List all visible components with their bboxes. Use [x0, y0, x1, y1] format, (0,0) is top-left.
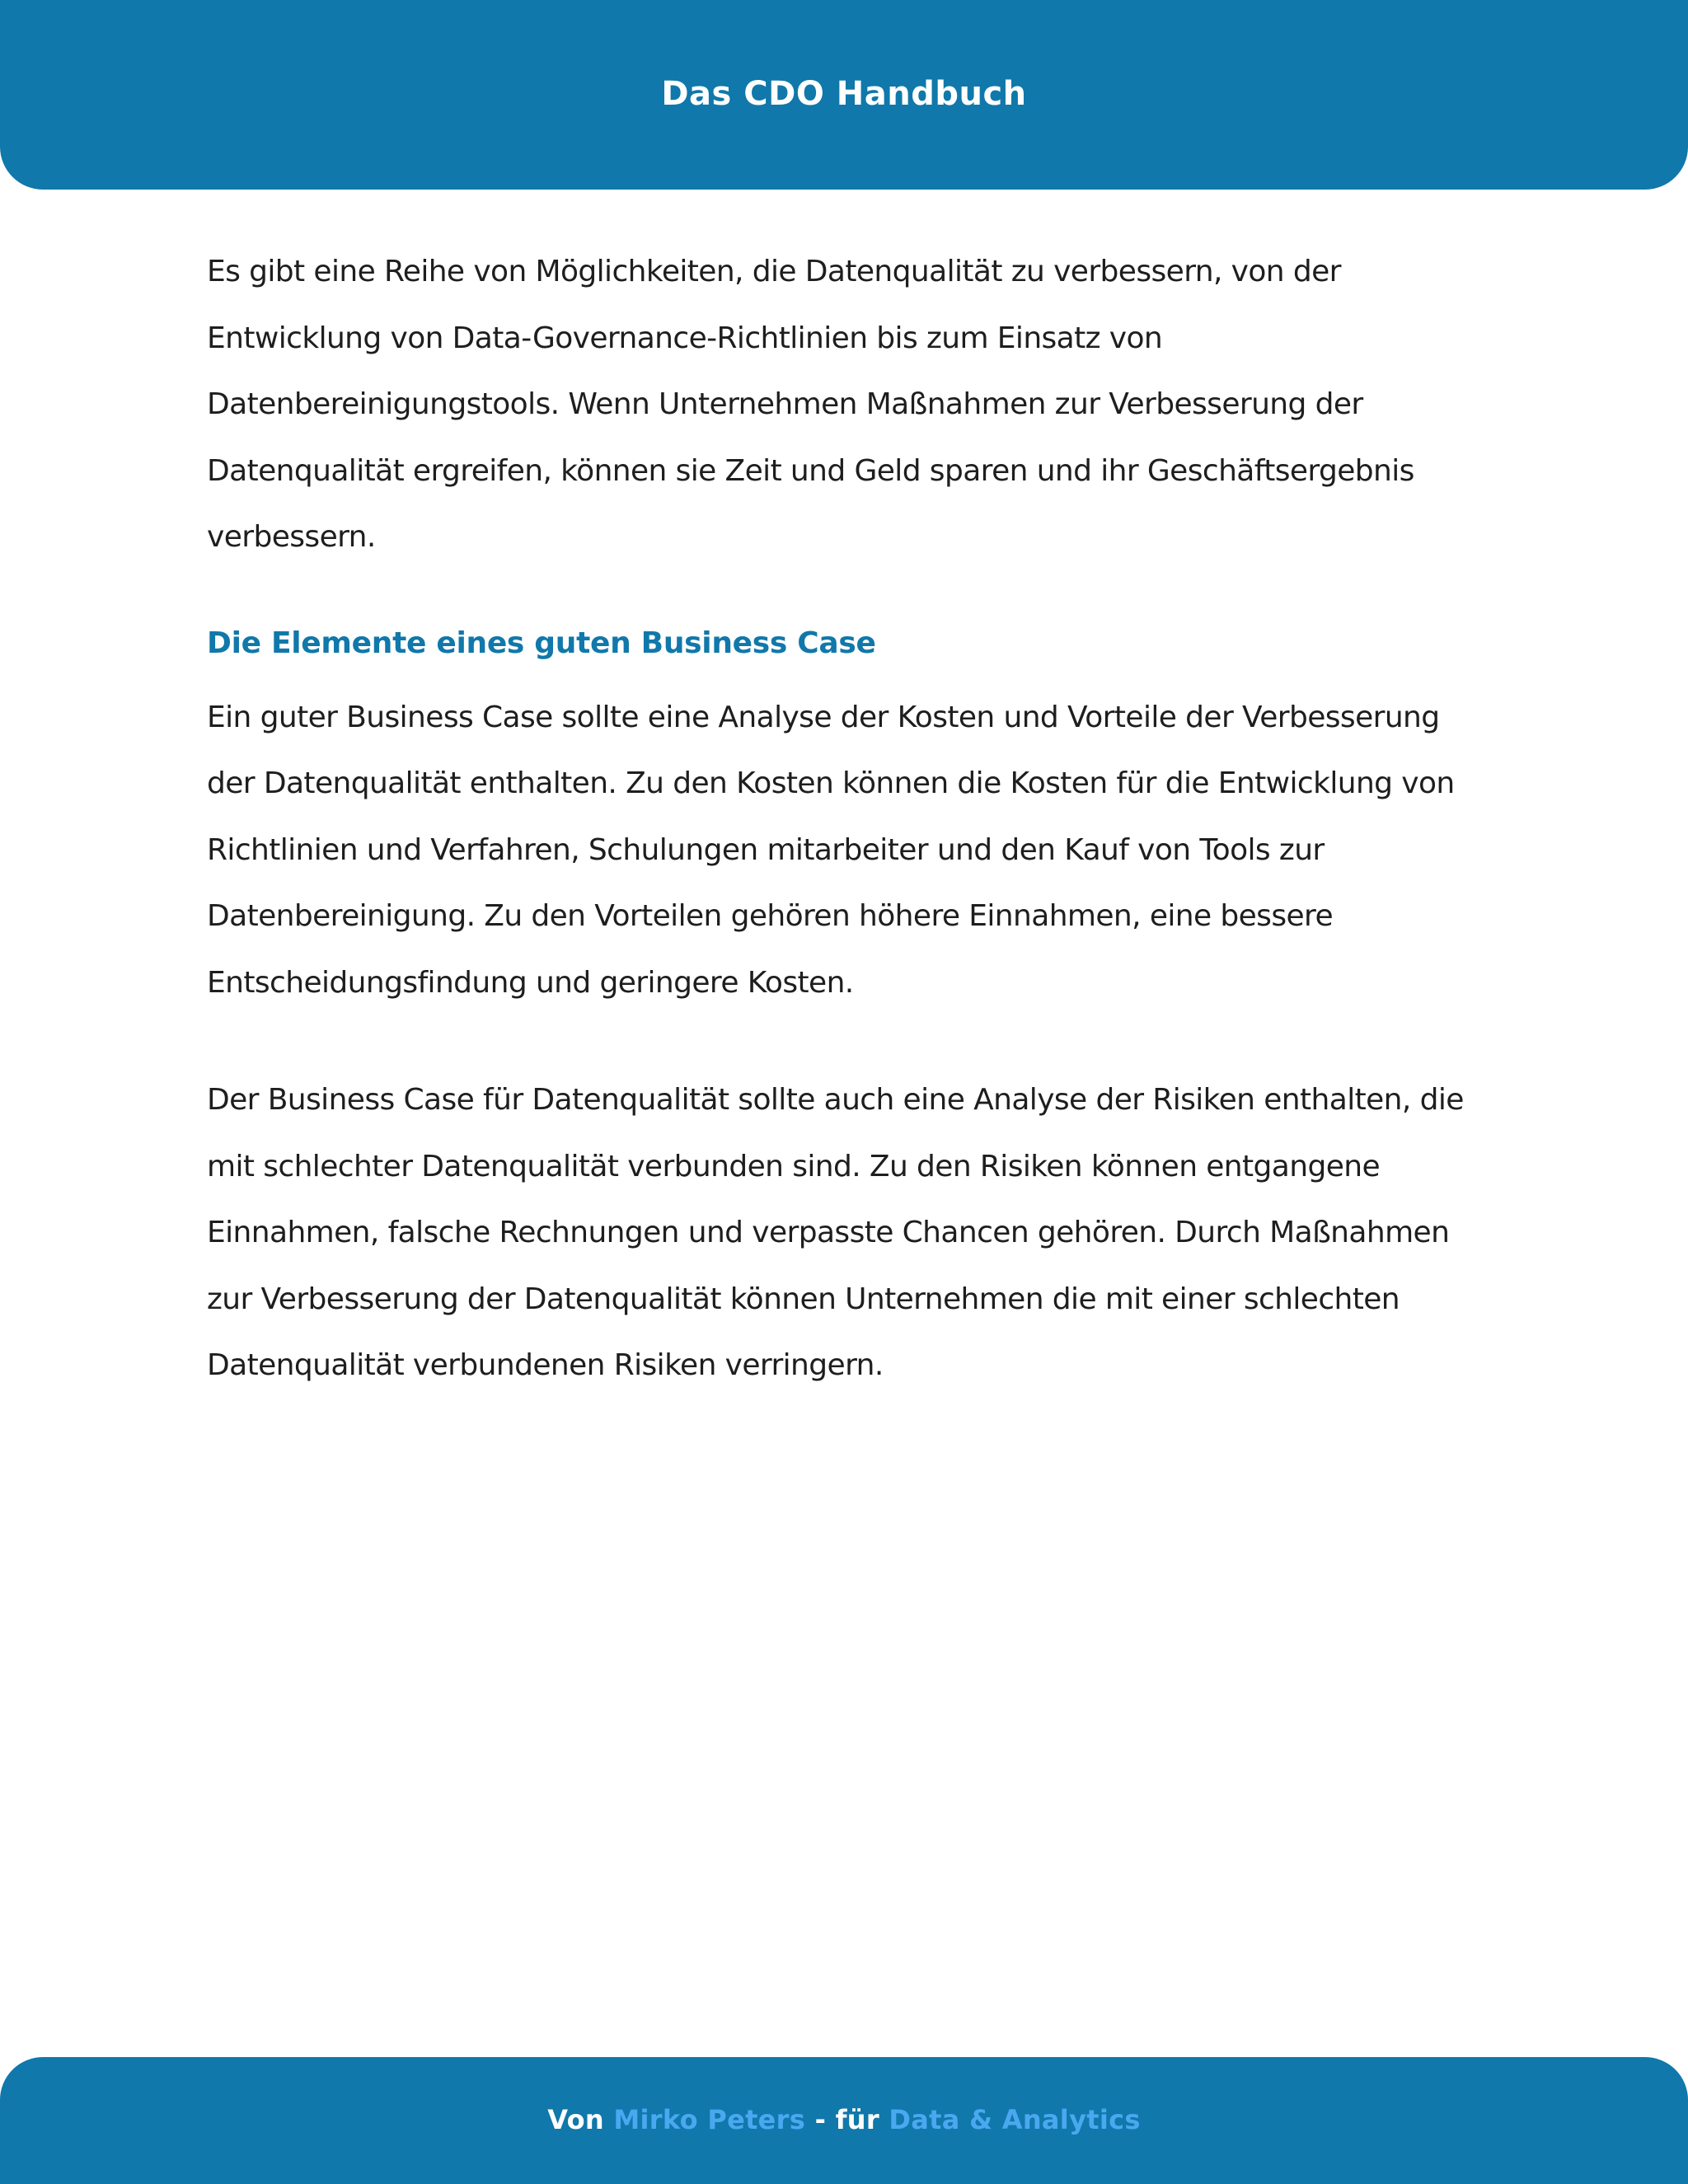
- body-paragraph-1: Ein guter Business Case sollte eine Analyse der Kosten und Vorteile der Verbesserung der Datenqualität enthalten. Zu den Kosten können die Kosten für die Entwicklung von Richtlinien und Verfahren, Schulungen mitarbeiter und den Kauf von Tools zur Datenbereinigung. Zu den Vorteilen gehören höhere Einnahmen, eine bessere Entscheidungsfindung und geringere Kosten.: [207, 700, 1455, 1000]
- body-paragraph-2: Der Business Case für Datenqualität sollte auch eine Analyse der Risiken enthalten, die mit schlechter Datenqualität verbunden sind. Zu den Risiken können entgangene Einnahmen, falsche Rechnungen und verpasste Chancen gehören. Durch Maßnahmen zur Verbesserung der Datenqualität können Unternehmen die mit einer schlechten Datenqualität verbundenen Risiken verringern.: [207, 1083, 1464, 1382]
- page-content: [207, 239, 1493, 1399]
- intro-paragraph: Es gibt eine Reihe von Möglichkeiten, die Datenqualität zu verbessern, von der Entwicklung von Data-Governance-Richtlinien bis zum Einsatz von Datenbereinigungstools. Wenn Unternehmen Maßnahmen zur Verbesserung der Datenqualität ergreifen, können sie Zeit und Geld sparen und ihr Geschäftsergebnis verbessern.: [207, 255, 1414, 554]
- footer-prefix: Von: [547, 2104, 614, 2135]
- page-header: [0, 0, 1688, 190]
- footer-separator: - für: [805, 2104, 889, 2135]
- section-heading: Die Elemente eines guten Business Case: [207, 626, 876, 660]
- footer-author: Mirko Peters: [613, 2104, 806, 2135]
- page-footer: [0, 2057, 1688, 2184]
- document-title: Das CDO Handbuch: [661, 75, 1027, 113]
- footer-organization: Data & Analytics: [889, 2104, 1141, 2135]
- footer-credit: [547, 2102, 1140, 2138]
